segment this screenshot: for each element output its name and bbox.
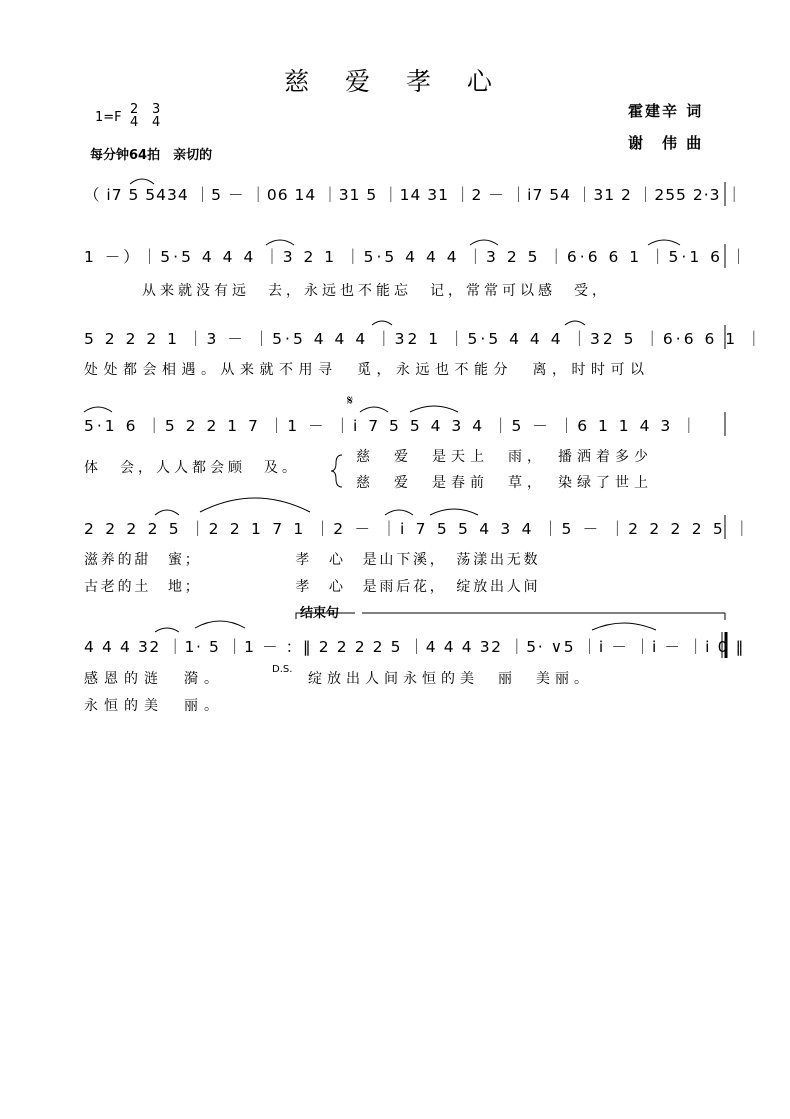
slur-10 — [155, 510, 179, 515]
slur-11 — [200, 498, 310, 512]
time-sig-top: 3 — [152, 102, 161, 117]
lyric-verse-2: 慈 爱 是春前 草， 染绿了世上 — [356, 475, 653, 491]
slur-13 — [430, 509, 478, 515]
key-signature: 1=F — [95, 110, 122, 125]
notation-line-6: 4 4 4 32 ｜1· 5 ｜1 － ：‖ 2 2 2 2 5 ｜4 4 4 32 ｜5· ∨5 ｜i － ｜i － ｜i 0 ‖ — [84, 638, 745, 656]
slur-5 — [372, 321, 392, 325]
notation-line-5: 2 2 2 2 5 ｜2 2 1 7 1 ｜2 － ｜i 7 5 5 4 3 4 ｜5 － ｜2 2 2 2 5 ｜ — [84, 520, 753, 538]
lyric-line-2: 从来就没有远 去，永远也不能忘 记，常常可以感 受， — [142, 283, 610, 299]
lyric-verse-1: 慈 爱 是天上 雨， 播洒着多少 — [356, 449, 653, 465]
coda-bracket-left — [296, 613, 355, 619]
verse-brace — [331, 455, 342, 487]
slur-7 — [84, 407, 112, 412]
time-sig-bottom: 4 — [130, 115, 139, 130]
tempo-marking: 每分钟64拍 亲切的 — [90, 148, 213, 163]
song-title: 慈 爱 孝 心 — [284, 67, 506, 96]
lyric-line-5-verse-2: 古老的土 地； 孝 心 是雨后花， 绽放出人间 — [84, 579, 541, 595]
lyric-line-6-verse-2: 永恒的美 丽。 — [84, 698, 224, 714]
notation-line-3: 5 2 2 2 1 ｜3 － ｜5·5 4 4 4 ｜32 1 ｜5·5 4 4 4 ｜32 5 ｜6·6 6 1 ｜ — [84, 330, 765, 348]
slur-4 — [648, 240, 680, 245]
slur-6 — [565, 321, 585, 325]
notation-line-4: 5·1 6 ｜5 2 2 1 7 ｜1 － ｜i 7 5 5 4 3 4 ｜5 － ｜6 1 1 4 3 ｜ — [84, 417, 700, 435]
slur-12 — [385, 510, 413, 515]
notation-line-1: （ i7 5 5434 ｜5 － ｜06 14 ｜31 5 ｜14 31 ｜2 － ｜i7 54 ｜31 2 ｜255 2·3 ｜ — [84, 186, 743, 204]
lyric-coda: 绽放出人间永恒的美 丽 美丽。 — [308, 671, 593, 687]
time-sig-top: 2 — [130, 102, 139, 117]
slur-8 — [360, 407, 388, 412]
coda-label: 结束句 — [300, 606, 340, 621]
slur-14 — [155, 628, 179, 632]
time-sig-bottom: 4 — [152, 115, 161, 130]
slur-3 — [470, 240, 498, 245]
ds-mark: D.S. — [272, 664, 293, 675]
slur-16 — [592, 623, 656, 630]
lyric-line-5-verse-1: 滋养的甜 蜜； 孝 心 是山下溪， 荡漾出无数 — [84, 552, 541, 568]
lyric-line-4: 体 会，人人都会顾 及。 — [84, 460, 300, 476]
segno-icon: 𝄋 — [347, 393, 354, 409]
slur-15 — [195, 621, 245, 628]
slur-9 — [410, 406, 458, 412]
lyricist-credit: 霍建辛 词 — [628, 102, 704, 120]
lyric-line-6-verse-1: 感恩的涟 漪。 — [84, 671, 224, 687]
composer-credit: 谢 伟 曲 — [628, 134, 704, 152]
notation-line-2: 1 －）｜5·5 4 4 4 ｜3 2 1 ｜5·5 4 4 4 ｜3 2 5 ｜6·6 6 1 ｜5·1 6 ｜ — [84, 248, 750, 266]
slur-1 — [130, 179, 154, 184]
slur-2 — [266, 240, 294, 245]
lyric-line-3: 处处都会相遇。从来就不用寻 觅，永远也不能分 离，时时可以 — [84, 362, 650, 378]
